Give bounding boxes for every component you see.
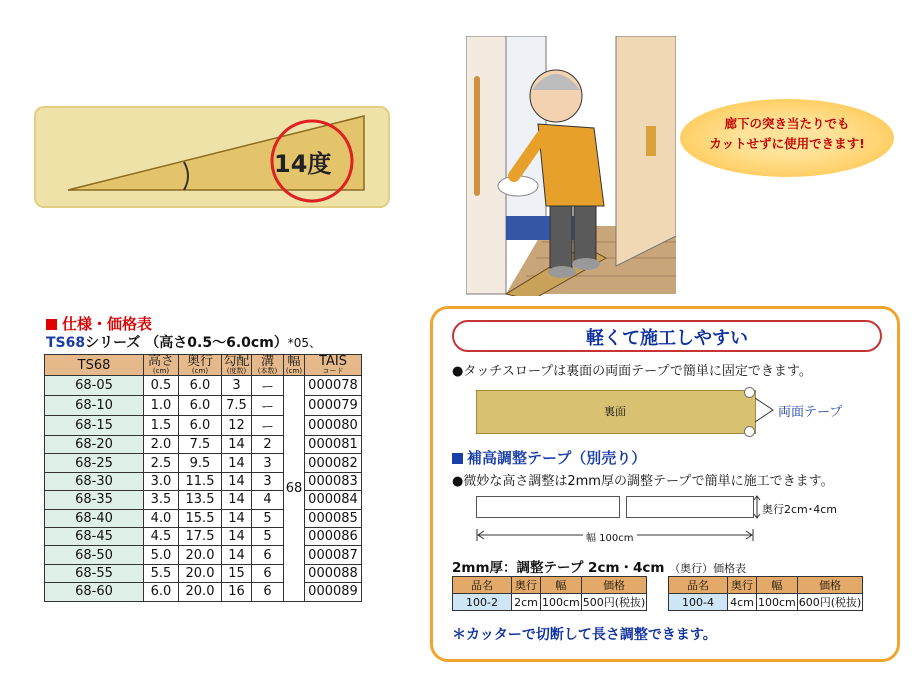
table-row (45, 376, 362, 396)
cell-height: 5.0 (144, 546, 179, 564)
cell-height: 0.5 (144, 376, 179, 396)
table-row (45, 416, 362, 436)
callout-text (680, 114, 894, 154)
series-suffix: シリーズ （高さ0.5～6.0cm） (85, 335, 288, 351)
adj-cell-width: 100cm (542, 595, 580, 609)
cell-groove: ー (252, 376, 284, 396)
header-groove: 溝 (本数) (252, 355, 284, 376)
blue-square-icon (452, 453, 463, 464)
cell-model: 68-10 (45, 396, 144, 416)
header-height: 高さ (cm) (144, 355, 179, 376)
cell-tais: 000081 (305, 436, 362, 454)
cell-model: 68-50 (45, 546, 144, 564)
cell-depth: 20.0 (179, 564, 222, 582)
table-row (453, 594, 647, 611)
adj-header-name: 品名 (669, 577, 728, 594)
spec-section-title (46, 313, 152, 334)
adjustment-price-title (452, 556, 746, 576)
cell-groove: 3 (252, 472, 284, 490)
elderly-man-doorway-illustration (466, 36, 676, 296)
tape-dot (744, 426, 755, 437)
cell-depth: 7.5 (179, 436, 222, 454)
adjustment-price-title-small: （奥行）価格表 (669, 562, 747, 575)
cell-groove: ー (252, 416, 284, 436)
cell-depth: 17.5 (179, 527, 222, 545)
slope-angle-panel (34, 106, 390, 208)
cell-depth: 9.5 (179, 454, 222, 472)
header-model: TS68 (45, 355, 144, 376)
tape-description: ●タッチスロープは裏面の両面テープで簡単に固定できます。 (452, 364, 812, 379)
adjustment-tape-heading (452, 447, 646, 468)
cell-model: 68-35 (45, 491, 144, 509)
table-row (45, 583, 362, 601)
cell-slope: 14 (222, 436, 252, 454)
cell-slope: 7.5 (222, 396, 252, 416)
header-slope: 勾配 (度数) (223, 354, 250, 375)
cell-tais: 000083 (305, 472, 362, 490)
back-surface-label: 裏面 (604, 405, 626, 418)
cell-height: 3.5 (144, 491, 179, 509)
cell-height: 1.0 (144, 396, 179, 416)
cell-depth: 11.5 (179, 472, 222, 490)
adj-table-header-row (669, 577, 863, 594)
cell-depth: 20.0 (179, 583, 222, 601)
adjustment-tape-strip-left (476, 496, 620, 518)
cell-slope: 14 (222, 472, 252, 490)
cell-groove: 4 (252, 491, 284, 509)
cell-depth: 20.0 (179, 546, 222, 564)
header-depth: 奥行 (cm) (179, 355, 222, 376)
table-row (45, 564, 362, 582)
cell-height: 2.5 (144, 454, 179, 472)
cell-slope: 15 (222, 564, 252, 582)
width-label: 幅 100cm (583, 529, 637, 544)
cell-groove: 5 (252, 509, 284, 527)
cell-tais: 000079 (305, 396, 362, 416)
cell-height: 4.5 (144, 527, 179, 545)
cell-tais: 000082 (305, 454, 362, 472)
cell-groove: ー (252, 396, 284, 416)
adj-header-width: 幅 (541, 577, 582, 594)
table-row (45, 546, 362, 564)
cell-slope: 3 (222, 376, 252, 396)
table-row (45, 454, 362, 472)
cell-groove: 2 (252, 436, 284, 454)
adj-header-depth: 奥行 (512, 577, 541, 594)
table-row (45, 436, 362, 454)
series-note: *05、 (287, 336, 322, 350)
adj-header-price: 価格 (581, 577, 647, 594)
adjustment-description: ●微妙な高さ調整は2mm厚の調整テープで簡単に施工できます。 (452, 474, 834, 489)
adjustment-price-table-2 (668, 576, 863, 611)
cell-tais: 000089 (305, 583, 362, 601)
cell-width: 68 (284, 376, 305, 602)
cell-groove: 6 (252, 583, 284, 601)
table-row (45, 527, 362, 545)
adj-table-header-row (453, 577, 647, 594)
cell-tais: 000084 (305, 491, 362, 509)
cell-slope: 14 (222, 454, 252, 472)
spec-table-header-row (45, 355, 362, 376)
cell-tais: 000086 (305, 527, 362, 545)
table-row (45, 472, 362, 490)
adj-header-width: 幅 (757, 577, 798, 594)
cutter-note: ＊カッターで切断して長さ調整できます。 (452, 627, 717, 643)
cell-depth: 6.0 (179, 396, 222, 416)
adj-cell-depth: 4cm (728, 594, 757, 611)
cell-tais: 000088 (305, 564, 362, 582)
cell-model: 68-45 (45, 527, 144, 545)
adjustment-tape-strip-right (626, 496, 754, 518)
cell-slope: 14 (222, 527, 252, 545)
slope-diagram (34, 106, 390, 208)
cell-height: 6.0 (144, 583, 179, 601)
cell-depth: 13.5 (179, 491, 222, 509)
cell-slope: 12 (222, 416, 252, 436)
cell-slope: 16 (222, 583, 252, 601)
adjustment-price-title-text: 2mm厚：調整テープ 2cm・4cm (452, 560, 665, 576)
cell-tais: 000080 (305, 416, 362, 436)
cell-model: 68-15 (45, 416, 144, 436)
cell-model: 68-40 (45, 509, 144, 527)
cell-slope: 14 (222, 546, 252, 564)
series-line (46, 332, 321, 352)
cell-groove: 5 (252, 527, 284, 545)
cell-height: 5.5 (144, 564, 179, 582)
tape-dot (744, 387, 755, 398)
table-row (45, 396, 362, 416)
cell-depth: 6.0 (179, 416, 222, 436)
cell-groove: 6 (252, 546, 284, 564)
cell-groove: 3 (252, 454, 284, 472)
panel-banner-title: 軽くて施工しやすい (586, 328, 748, 349)
cell-model: 68-20 (45, 436, 144, 454)
depth-label: 奥行2cm･4cm (762, 503, 838, 516)
adj-cell-price: 600円(税抜) (797, 594, 863, 611)
adj-header-depth: 奥行 (728, 577, 757, 594)
adj-header-price: 価格 (797, 577, 863, 594)
header-width: 幅 (cm) (284, 355, 305, 376)
adjustment-price-table-1 (452, 576, 647, 611)
series-name: TS68 (46, 335, 86, 351)
callout-line-1: 廊下の突き当たりでも (724, 116, 850, 131)
depth-arrow (752, 494, 762, 520)
cell-depth: 6.0 (179, 376, 222, 396)
adj-cell-width: 100cm (758, 595, 796, 609)
table-row (669, 594, 863, 611)
cell-model: 68-30 (45, 472, 144, 490)
cell-height: 3.0 (144, 472, 179, 490)
adj-cell-price: 500円(税抜) (581, 594, 647, 611)
cell-depth: 15.5 (179, 509, 222, 527)
header-tais: TAIS コード (305, 355, 362, 376)
table-row (45, 491, 362, 509)
cell-model: 68-25 (45, 454, 144, 472)
double-sided-tape-label: 両面テープ (778, 405, 843, 420)
adjustment-tape-heading-text: 補高調整テープ（別売り） (467, 449, 647, 467)
adj-cell-name: 100-2 (453, 594, 512, 611)
cell-height: 4.0 (144, 509, 179, 527)
cell-slope: 14 (222, 491, 252, 509)
cell-tais: 000085 (305, 509, 362, 527)
cell-tais: 000078 (305, 376, 362, 396)
cell-model: 68-60 (45, 583, 144, 601)
adj-cell-name: 100-4 (669, 594, 728, 611)
table-row (45, 509, 362, 527)
cell-height: 1.5 (144, 416, 179, 436)
cell-slope: 14 (222, 509, 252, 527)
cell-model: 68-55 (45, 564, 144, 582)
spec-title-text: 仕様・価格表 (62, 315, 153, 333)
slope-angle-label: 14度 (274, 150, 332, 178)
adj-cell-depth: 2cm (512, 594, 541, 611)
spec-price-table (44, 354, 362, 602)
callout-line-2: カットせずに使用できます! (709, 136, 865, 151)
red-square-icon (46, 319, 57, 330)
cell-height: 2.0 (144, 436, 179, 454)
adj-header-name: 品名 (453, 577, 512, 594)
cell-tais: 000087 (305, 546, 362, 564)
cell-model: 68-05 (45, 376, 144, 396)
cell-groove: 6 (252, 564, 284, 582)
